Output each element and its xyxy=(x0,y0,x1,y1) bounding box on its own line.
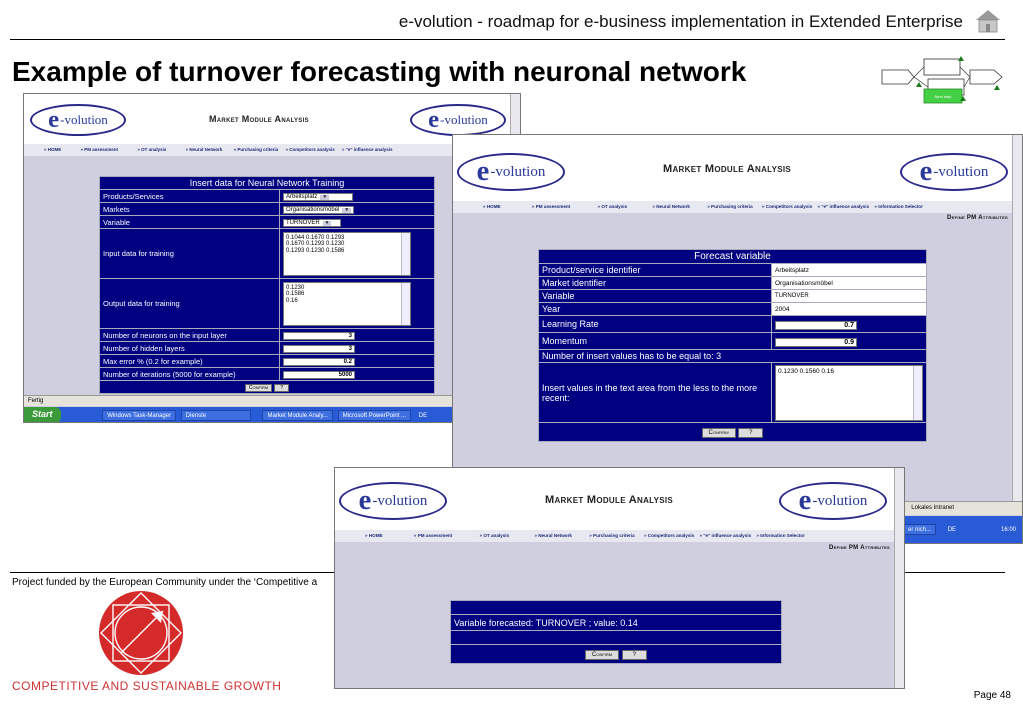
variable-select[interactable]: TURNOVER ▼ xyxy=(283,219,341,227)
year-label: Year xyxy=(539,303,772,316)
training-form xyxy=(99,176,435,394)
market-id-value: Organisationsmöbel xyxy=(772,277,927,290)
app-header xyxy=(335,468,904,530)
result-form xyxy=(450,600,782,664)
chevron-down-icon: ▼ xyxy=(324,221,330,226)
hidden-layers-input[interactable]: 3 xyxy=(283,345,355,353)
insert-values-label: Insert values in the text area from the less to the more recent: xyxy=(539,363,772,423)
app-title: Market Module Analysis xyxy=(209,114,309,124)
taskbar-lang: DE xyxy=(947,527,957,533)
chevron-down-icon: ▼ xyxy=(322,195,328,200)
max-error-label: Max error % (0.2 for example) xyxy=(100,355,280,368)
nav-bar xyxy=(24,144,520,156)
growth-programme-text: COMPETITIVE AND SUSTAINABLE GROWTH xyxy=(12,679,282,693)
chevron-down-icon: ▼ xyxy=(344,208,350,213)
status-bar xyxy=(24,395,520,406)
momentum-label: Momentum xyxy=(539,333,772,350)
evolution-logo: e -volution xyxy=(457,153,565,191)
nav-pm-assessment[interactable]: » PM assessment xyxy=(413,533,453,538)
growth-programme-logo xyxy=(95,587,187,679)
nav-pm-assessment[interactable]: » PM assessment xyxy=(80,147,119,152)
products-label: Products/Services xyxy=(100,190,280,203)
taskbar-item[interactable]: er nich... xyxy=(903,524,936,535)
home-icon[interactable] xyxy=(975,8,1001,34)
nav-neural-network[interactable]: » Neural Network xyxy=(534,533,572,538)
page-number: Page 48 xyxy=(973,690,1011,701)
output-data-label: Output data for training xyxy=(100,279,280,329)
help-button[interactable]: ? xyxy=(274,384,289,392)
confirm-button[interactable]: Confirm xyxy=(585,650,619,660)
markets-select[interactable]: Organisationsmöbel ▼ xyxy=(283,206,354,214)
app-header xyxy=(453,135,1022,201)
process-flow-diagram xyxy=(878,55,1008,115)
app-header xyxy=(24,94,520,144)
training-form-header: Insert data for Neural Network Training xyxy=(100,177,435,190)
variable-label: Variable xyxy=(100,216,280,229)
markets-label: Markets xyxy=(100,203,280,216)
nav-competitors-analysis[interactable]: » Competitors analysis xyxy=(761,204,813,209)
nav-purchasing-criteria[interactable]: » Purchasing criteria xyxy=(233,147,279,152)
insert-values-textarea[interactable]: 0.1230 0.1560 0.16 xyxy=(775,365,923,421)
nav-ot-analysis[interactable]: » OT analysis xyxy=(137,147,167,152)
nav-e-influence[interactable]: » "e" influence analysis xyxy=(341,147,393,152)
nav-home[interactable]: » HOME xyxy=(483,204,501,209)
slide-title: Example of turnover forecasting with neuronal network xyxy=(12,56,747,87)
nav-purchasing-criteria[interactable]: » Purchasing criteria xyxy=(589,533,635,538)
variable-value: TURNOVER xyxy=(772,290,927,303)
footer-funding-text: Project funded by the European Community under the ‘Competitive a xyxy=(12,577,318,588)
taskbar xyxy=(24,407,520,423)
neurons-input[interactable]: 3 xyxy=(283,332,355,340)
nav-bar xyxy=(453,201,1022,213)
market-id-label: Market identifier xyxy=(539,277,772,290)
forecast-result-text: Variable forecasted: TURNOVER ; value: 0.14 xyxy=(451,615,782,631)
nav-e-influence[interactable]: » "e" influence analysis xyxy=(817,204,870,209)
define-pm-attributes[interactable]: Define PM Attributes xyxy=(829,545,890,551)
confirm-button[interactable]: Confirm xyxy=(702,428,736,438)
nav-neural-network[interactable]: » Neural Network xyxy=(652,204,690,209)
header-rule xyxy=(10,39,1005,40)
input-data-label: Input data for training xyxy=(100,229,280,279)
header-title: e-volution - roadmap for e-business implementation in Extended Enterprise xyxy=(398,12,963,31)
nav-information-selector[interactable]: » Information Selector xyxy=(874,204,923,209)
status-zone: Lokales Intranet xyxy=(911,505,954,511)
app-title: Market Module Analysis xyxy=(663,163,792,175)
nav-e-influence[interactable]: » "e" influence analysis xyxy=(699,533,752,538)
nav-purchasing-criteria[interactable]: » Purchasing criteria xyxy=(707,204,753,209)
nav-home[interactable]: » HOME xyxy=(365,533,383,538)
evolution-logo-right: e -volution xyxy=(410,104,506,136)
variable-label: Variable xyxy=(539,290,772,303)
start-button[interactable]: Start xyxy=(24,407,61,423)
taskbar-clock: 16:00 xyxy=(1000,527,1016,533)
forecast-form xyxy=(538,249,927,442)
slide-header xyxy=(0,0,1023,42)
input-data-textarea[interactable]: 0.1044 0.1670 0.1293 0.1670 0.1293 0.1230 0.1293 0.1230 0.1586 xyxy=(283,232,411,276)
nav-ot-analysis[interactable]: » OT analysis xyxy=(597,204,628,209)
forecast-form-header: Forecast variable xyxy=(539,250,927,264)
window-scrollbar[interactable] xyxy=(894,468,904,688)
output-data-textarea[interactable]: 0.1230 0.1586 0.16 xyxy=(283,282,411,326)
nav-competitors-analysis[interactable]: » Competitors analysis xyxy=(285,147,335,152)
iterations-label: Number of iterations (5000 for example) xyxy=(100,368,280,381)
evolution-logo: e -volution xyxy=(30,104,126,136)
learning-rate-input[interactable]: 0.7 xyxy=(775,321,857,330)
taskbar-item-powerpoint[interactable]: Microsoft PowerPoint ... xyxy=(338,410,411,421)
textarea-scrollbar[interactable] xyxy=(401,283,410,325)
training-window xyxy=(23,93,521,423)
evolution-logo-right: e -volution xyxy=(779,482,887,520)
define-pm-attributes[interactable]: Define PM Attributes xyxy=(947,215,1008,221)
textarea-scrollbar[interactable] xyxy=(913,366,922,420)
nav-bar xyxy=(335,530,904,542)
taskbar-item-dienste[interactable]: Dienste xyxy=(181,410,251,421)
iterations-input[interactable]: 5000 xyxy=(283,371,355,379)
help-button[interactable]: ? xyxy=(738,428,763,438)
year-value: 2004 xyxy=(772,303,927,316)
insert-count-note: Number of insert values has to be equal to: 3 xyxy=(539,350,927,363)
nav-competitors-analysis[interactable]: » Competitors analysis xyxy=(643,533,695,538)
nav-pm-assessment[interactable]: » PM assessment xyxy=(531,204,571,209)
window-scrollbar[interactable] xyxy=(1012,135,1022,507)
evolution-logo-right: e -volution xyxy=(900,153,1008,191)
nav-information-selector[interactable]: » Information Selector xyxy=(756,533,805,538)
products-select[interactable]: Arbeitsplatz ▼ xyxy=(283,193,353,201)
result-spacer xyxy=(451,631,782,645)
taskbar-lang: DE xyxy=(418,413,428,419)
result-window xyxy=(334,467,905,689)
hidden-layers-label: Number of hidden layers xyxy=(100,342,280,355)
max-error-input[interactable]: 0.2 xyxy=(283,358,355,366)
nav-neural-network[interactable]: » Neural Network xyxy=(185,147,223,152)
textarea-scrollbar[interactable] xyxy=(401,233,410,275)
help-button[interactable]: ? xyxy=(622,650,647,660)
momentum-input[interactable]: 0.9 xyxy=(775,338,857,347)
evolution-logo: e -volution xyxy=(339,482,447,520)
result-header-spacer xyxy=(451,601,782,615)
app-title: Market Module Analysis xyxy=(545,494,674,506)
neurons-label: Number of neurons on the input layer xyxy=(100,329,280,342)
product-id-label: Product/service identifier xyxy=(539,264,772,277)
nav-ot-analysis[interactable]: » OT analysis xyxy=(479,533,510,538)
product-id-value: Arbeitsplatz xyxy=(772,264,927,277)
taskbar-item-taskmanager[interactable]: Windows Task-Manager xyxy=(102,410,176,421)
flow-label: Next step xyxy=(934,94,952,99)
nav-home[interactable]: » HOME xyxy=(44,147,62,152)
confirm-button[interactable]: Confirm xyxy=(245,384,272,392)
learning-rate-label: Learning Rate xyxy=(539,316,772,333)
status-text: Fertig xyxy=(28,398,44,404)
taskbar-item-market[interactable]: Market Module Analy... xyxy=(262,410,333,421)
